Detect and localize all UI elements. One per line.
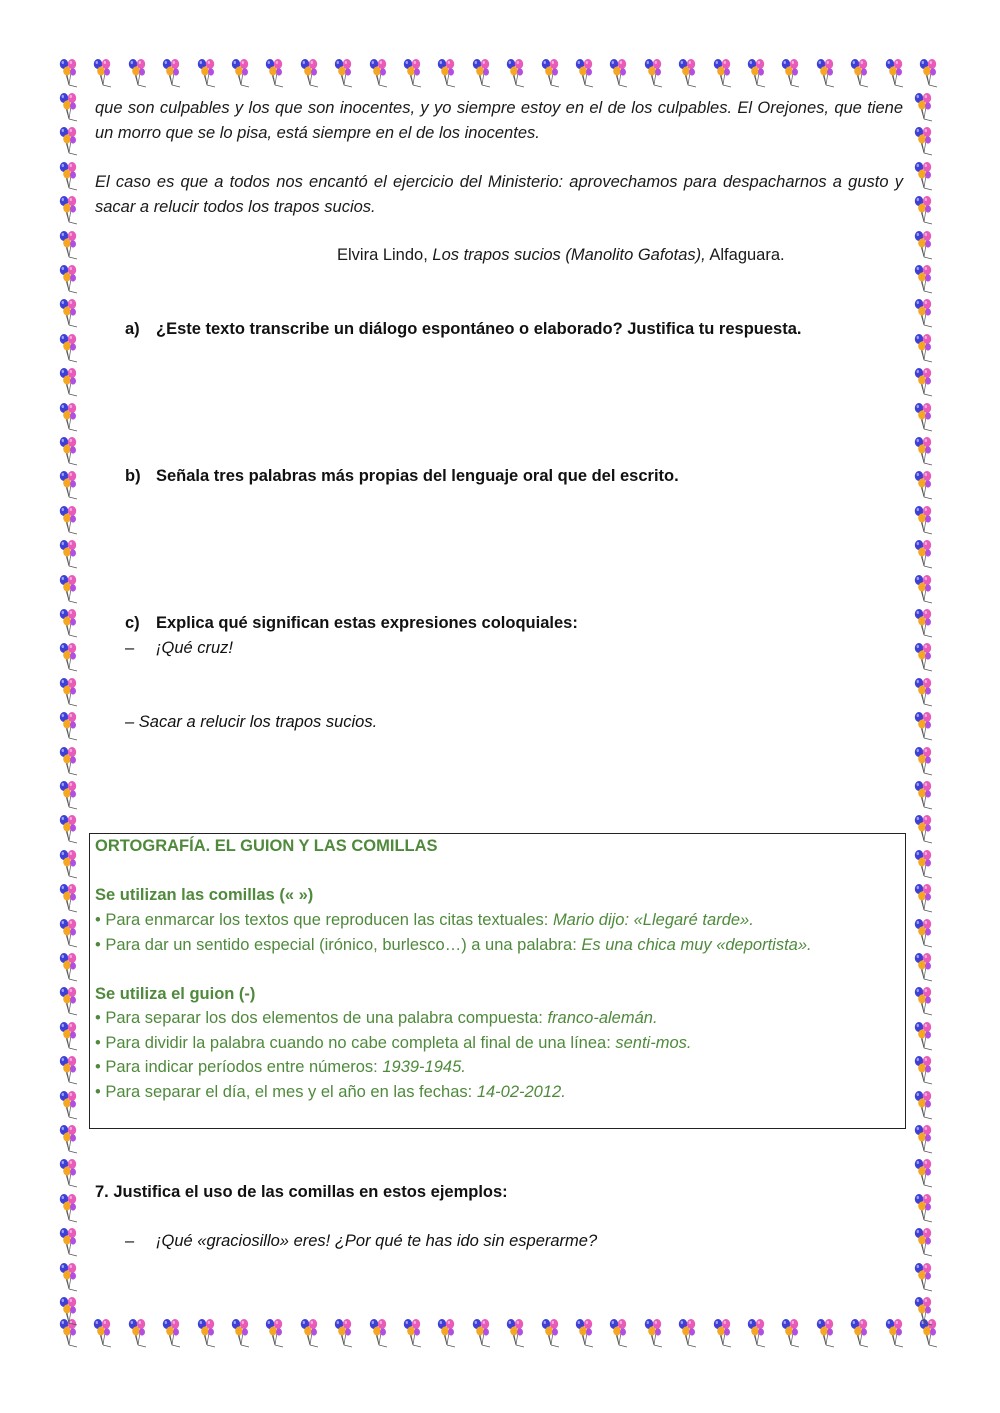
balloon-icon bbox=[912, 952, 934, 982]
balloon-icon bbox=[917, 58, 939, 88]
comillas-item-example: Es una chica muy «deportista». bbox=[581, 936, 812, 954]
reading-paragraph-2: El caso es que a todos nos encantó el ejercicio del Ministerio: aprovechamos para despacharnos a gusto y sacar a relucir todos los trapos sucios. bbox=[95, 173, 903, 216]
balloon-icon bbox=[57, 298, 79, 328]
question-a-text: ¿Este texto transcribe un diálogo espontáneo o elaborado? Justifica tu respuesta. bbox=[156, 320, 802, 338]
balloon-icon bbox=[401, 1318, 423, 1348]
balloon-icon bbox=[912, 1193, 934, 1223]
balloon-icon bbox=[263, 58, 285, 88]
balloon-icon bbox=[912, 849, 934, 879]
balloon-icon bbox=[912, 505, 934, 535]
balloon-icon bbox=[298, 1318, 320, 1348]
balloon-icon bbox=[676, 58, 698, 88]
question-b-text: Señala tres palabras más propias del lenguaje oral que del escrito. bbox=[156, 467, 679, 485]
attribution-title: Los trapos sucios (Manolito Gafotas), bbox=[432, 246, 706, 264]
ortografia-title: ORTOGRAFÍA. EL GUION Y LAS COMILLAS bbox=[95, 837, 438, 855]
balloon-icon bbox=[883, 1318, 905, 1348]
balloon-icon bbox=[57, 1193, 79, 1223]
balloon-icon bbox=[912, 746, 934, 776]
balloon-icon bbox=[912, 333, 934, 363]
balloon-icon bbox=[435, 58, 457, 88]
guion-item-example: franco-alemán. bbox=[547, 1009, 658, 1027]
balloon-icon bbox=[57, 986, 79, 1016]
balloon-icon bbox=[57, 367, 79, 397]
balloon-icon bbox=[57, 58, 79, 88]
balloon-icon bbox=[57, 1090, 79, 1120]
guion-item bbox=[95, 1006, 658, 1031]
balloon-icon bbox=[57, 711, 79, 741]
balloon-icon bbox=[57, 780, 79, 810]
balloon-icon bbox=[676, 1318, 698, 1348]
balloon-icon bbox=[848, 58, 870, 88]
balloon-icon bbox=[912, 367, 934, 397]
balloon-icon bbox=[57, 195, 79, 225]
comillas-item bbox=[95, 933, 812, 958]
balloon-icon bbox=[126, 58, 148, 88]
balloon-icon bbox=[779, 58, 801, 88]
balloon-icon bbox=[912, 161, 934, 191]
balloon-icon bbox=[401, 58, 423, 88]
exercise-7-example bbox=[125, 1229, 597, 1254]
balloon-icon bbox=[912, 574, 934, 604]
balloon-icon bbox=[367, 58, 389, 88]
balloon-icon bbox=[912, 402, 934, 432]
exercise-7-title: 7. Justifica el uso de las comillas en estos ejemplos: bbox=[95, 1183, 508, 1201]
balloon-icon bbox=[57, 1021, 79, 1051]
guion-item-example: senti-mos. bbox=[615, 1034, 692, 1052]
balloon-icon bbox=[504, 58, 526, 88]
balloon-icon bbox=[814, 58, 836, 88]
attribution bbox=[337, 243, 785, 268]
guion-item-text: • Para separar los dos elementos de una palabra compuesta: bbox=[95, 1009, 548, 1027]
balloon-icon bbox=[57, 574, 79, 604]
guion-item bbox=[95, 1080, 566, 1105]
guion-item-example: 14-02-2012. bbox=[476, 1083, 566, 1101]
balloon-icon bbox=[912, 230, 934, 260]
balloon-icon bbox=[57, 161, 79, 191]
balloon-icon bbox=[91, 1318, 113, 1348]
balloon-icon bbox=[573, 1318, 595, 1348]
balloon-icon bbox=[912, 1124, 934, 1154]
balloon-icon bbox=[57, 333, 79, 363]
expression-2 bbox=[125, 710, 377, 735]
balloon-icon bbox=[57, 470, 79, 500]
balloon-icon bbox=[57, 92, 79, 122]
balloon-icon bbox=[912, 608, 934, 638]
balloon-icon bbox=[57, 952, 79, 982]
guion-heading: Se utiliza el guion (-) bbox=[95, 985, 256, 1003]
question-b-label: b) bbox=[125, 467, 141, 485]
balloon-icon bbox=[912, 92, 934, 122]
question-a bbox=[125, 317, 801, 342]
balloon-icon bbox=[912, 711, 934, 741]
exercise-7-example-text: ¡Qué «graciosillo» eres! ¿Por qué te has ido sin esperarme? bbox=[156, 1232, 598, 1250]
balloon-icon bbox=[57, 436, 79, 466]
balloon-icon bbox=[711, 1318, 733, 1348]
balloon-icon bbox=[711, 58, 733, 88]
balloon-icon bbox=[367, 1318, 389, 1348]
balloon-icon bbox=[57, 505, 79, 535]
comillas-item-example: Mario dijo: «Llegaré tarde». bbox=[552, 911, 754, 929]
exercise-7-dash: – bbox=[125, 1232, 135, 1250]
balloon-icon bbox=[912, 642, 934, 672]
balloon-icon bbox=[195, 1318, 217, 1348]
balloon-icon bbox=[912, 539, 934, 569]
guion-item-text: • Para separar el día, el mes y el año en las fechas: bbox=[95, 1083, 477, 1101]
balloon-icon bbox=[57, 1055, 79, 1085]
balloon-icon bbox=[912, 986, 934, 1016]
balloon-icon bbox=[912, 1296, 934, 1326]
balloon-icon bbox=[57, 1296, 79, 1326]
balloon-icon bbox=[91, 58, 113, 88]
balloon-icon bbox=[470, 1318, 492, 1348]
balloon-icon bbox=[912, 814, 934, 844]
balloon-icon bbox=[57, 849, 79, 879]
comillas-heading: Se utilizan las comillas (« ») bbox=[95, 886, 314, 904]
expression-1-text: ¡Qué cruz! bbox=[156, 639, 234, 657]
question-a-label: a) bbox=[125, 320, 140, 338]
balloon-icon bbox=[912, 677, 934, 707]
balloon-icon bbox=[57, 1227, 79, 1257]
question-c bbox=[125, 611, 578, 636]
balloon-icon bbox=[57, 677, 79, 707]
attribution-publisher: Alfaguara. bbox=[709, 246, 785, 264]
question-c-label: c) bbox=[125, 614, 140, 632]
guion-item-text: • Para dividir la palabra cuando no cabe completa al final de una línea: bbox=[95, 1034, 616, 1052]
balloon-icon bbox=[332, 58, 354, 88]
guion-item-text: • Para indicar períodos entre números: bbox=[95, 1058, 383, 1076]
balloon-icon bbox=[912, 436, 934, 466]
balloon-icon bbox=[912, 1090, 934, 1120]
balloon-icon bbox=[912, 126, 934, 156]
balloon-icon bbox=[332, 1318, 354, 1348]
balloon-icon bbox=[57, 402, 79, 432]
balloon-icon bbox=[229, 1318, 251, 1348]
balloon-icon bbox=[607, 1318, 629, 1348]
balloon-icon bbox=[57, 814, 79, 844]
guion-item bbox=[95, 1031, 691, 1056]
balloon-icon bbox=[57, 1124, 79, 1154]
balloon-icon bbox=[912, 780, 934, 810]
balloon-icon bbox=[57, 1158, 79, 1188]
balloon-icon bbox=[607, 58, 629, 88]
balloon-icon bbox=[745, 58, 767, 88]
balloon-icon bbox=[642, 1318, 664, 1348]
balloon-icon bbox=[57, 539, 79, 569]
balloon-icon bbox=[160, 1318, 182, 1348]
balloon-icon bbox=[745, 1318, 767, 1348]
balloon-icon bbox=[504, 1318, 526, 1348]
question-b bbox=[125, 464, 679, 489]
balloon-icon bbox=[57, 608, 79, 638]
comillas-item-text: • Para enmarcar los textos que reproducen las citas textuales: bbox=[95, 911, 553, 929]
balloon-icon bbox=[298, 58, 320, 88]
balloon-icon bbox=[435, 1318, 457, 1348]
expression-1 bbox=[125, 636, 233, 661]
balloon-icon bbox=[229, 58, 251, 88]
balloon-icon bbox=[912, 1227, 934, 1257]
balloon-icon bbox=[57, 918, 79, 948]
comillas-item bbox=[95, 908, 754, 933]
reading-paragraph-1: que son culpables y los que son inocentes, y yo siempre estoy en el de los culpables. El Orejones, que tiene un morro que se lo pisa, está siempre en el de los inocentes. bbox=[95, 99, 903, 142]
balloon-icon bbox=[912, 918, 934, 948]
balloon-icon bbox=[195, 58, 217, 88]
balloon-icon bbox=[912, 1055, 934, 1085]
balloon-icon bbox=[470, 58, 492, 88]
balloon-icon bbox=[57, 642, 79, 672]
expression-1-dash: – bbox=[125, 639, 135, 657]
balloon-icon bbox=[539, 58, 561, 88]
balloon-icon bbox=[912, 1158, 934, 1188]
balloon-icon bbox=[912, 298, 934, 328]
balloon-icon bbox=[912, 1021, 934, 1051]
comillas-item-text: • Para dar un sentido especial (irónico, burlesco…) a una palabra: bbox=[95, 936, 582, 954]
balloon-icon bbox=[57, 883, 79, 913]
balloon-icon bbox=[573, 58, 595, 88]
balloon-icon bbox=[814, 1318, 836, 1348]
balloon-icon bbox=[912, 264, 934, 294]
balloon-icon bbox=[160, 58, 182, 88]
balloon-icon bbox=[57, 1262, 79, 1292]
balloon-icon bbox=[57, 746, 79, 776]
balloon-icon bbox=[57, 230, 79, 260]
guion-item bbox=[95, 1055, 466, 1080]
attribution-author: Elvira Lindo, bbox=[337, 246, 428, 264]
balloon-icon bbox=[912, 883, 934, 913]
question-c-text: Explica qué significan estas expresiones coloquiales: bbox=[156, 614, 578, 632]
balloon-icon bbox=[57, 126, 79, 156]
guion-item-example: 1939-1945. bbox=[382, 1058, 466, 1076]
balloon-icon bbox=[126, 1318, 148, 1348]
expression-2-text: – Sacar a relucir los trapos sucios. bbox=[125, 713, 378, 731]
balloon-icon bbox=[57, 264, 79, 294]
balloon-icon bbox=[912, 470, 934, 500]
balloon-icon bbox=[539, 1318, 561, 1348]
balloon-icon bbox=[912, 195, 934, 225]
balloon-icon bbox=[779, 1318, 801, 1348]
balloon-icon bbox=[642, 58, 664, 88]
balloon-icon bbox=[263, 1318, 285, 1348]
balloon-icon bbox=[912, 1262, 934, 1292]
balloon-icon bbox=[883, 58, 905, 88]
balloon-icon bbox=[848, 1318, 870, 1348]
